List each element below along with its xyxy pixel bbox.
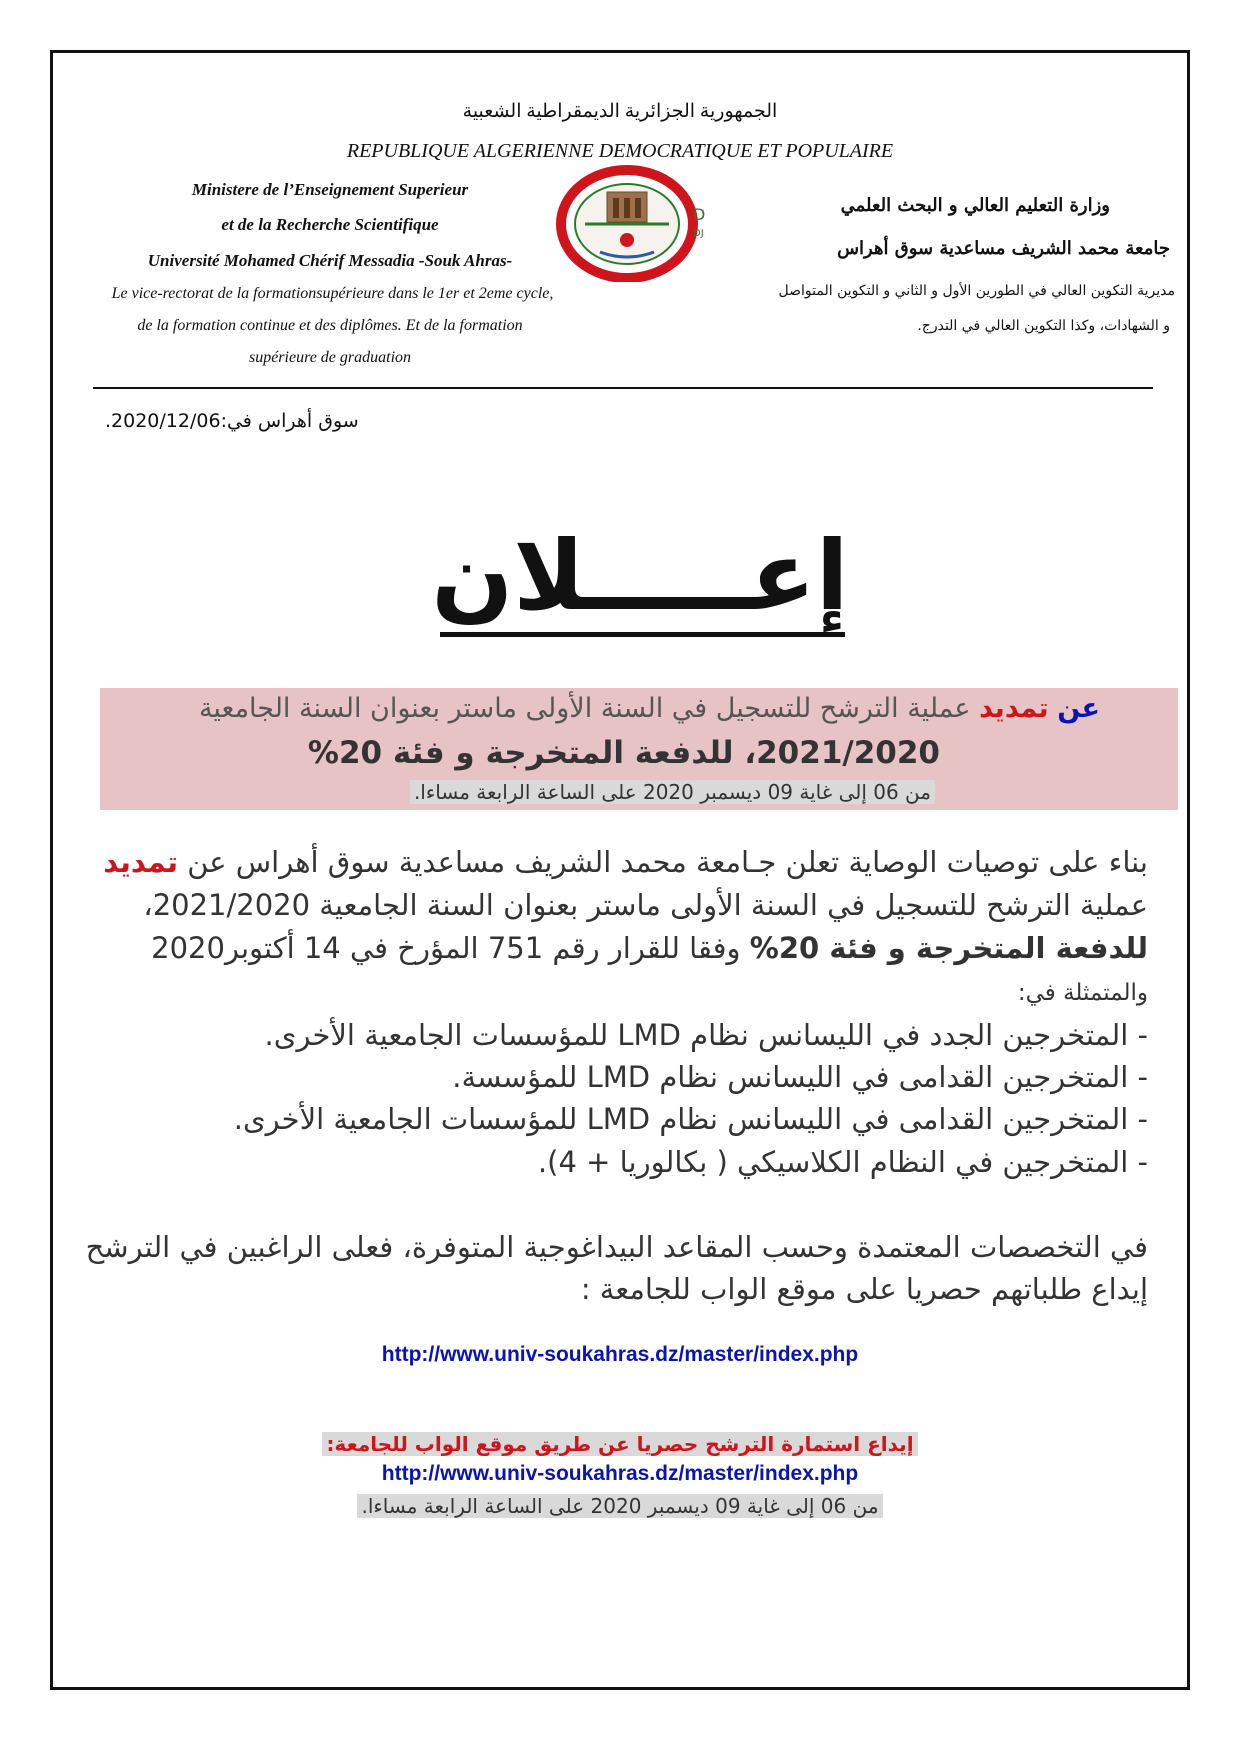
- banner-line-1-text: عملية الترشح للتسجيل في السنة الأولى ماستر بعنوان السنة الجامعية: [198, 693, 971, 724]
- fr-university: Université Mohamed Chérif Messadia -Souk Ahras-: [147, 251, 513, 270]
- svg-text:DJ: DJ: [693, 228, 704, 239]
- header-fr-republic: REPUBLIQUE ALGERIENNE DEMOCRATIQUE ET POPULAIRE: [346, 140, 894, 162]
- svg-text:D: D: [693, 205, 706, 224]
- university-logo-icon: [555, 162, 715, 282]
- list-item: - المتخرجين القدامى في الليسانس نظام LMD للمؤسسة.: [452, 1060, 1148, 1094]
- body-line-3: [151, 931, 1148, 965]
- banner-extension: تمديد: [979, 693, 1049, 724]
- ar-university: جامعة محمد الشريف مساعدية سوق أهراس: [837, 238, 1170, 259]
- date-line: سوق أهراس في:2020/12/06.: [105, 410, 359, 432]
- period-line-2: [0, 1494, 1240, 1518]
- body-line-3-rest: وفقا للقرار رقم 751 المؤرخ في 14 أكتوبر2020: [151, 931, 741, 965]
- registration-link-1[interactable]: http://www.univ-soukahras.dz/master/index.php: [381, 1343, 859, 1366]
- ar-ministry: وزارة التعليم العالي و البحث العلمي: [840, 195, 1110, 216]
- registration-link-2[interactable]: http://www.univ-soukahras.dz/master/index.php: [381, 1462, 859, 1485]
- deposit-label-text: إيداع استمارة الترشح حصريا عن طريق موقع الواب للجامعة:: [322, 1432, 917, 1456]
- banner-line-2: 2021/2020، للدفعة المتخرجة و فئة 20%: [307, 735, 940, 771]
- list-item: - المتخرجين القدامى في الليسانس نظام LMD للمؤسسات الجامعية الأخرى.: [233, 1102, 1148, 1136]
- body-line-2: عملية الترشح للتسجيل في السنة الأولى ماستر بعنوان السنة الجامعية 2021/2020،: [143, 888, 1148, 922]
- body-line-1-text: بناء على توصيات الوصاية تعلن جـامعة محمد الشريف مساعدية سوق أهراس عن: [187, 845, 1148, 879]
- fr-vice-rectorat-1: Le vice-rectorat de la formationsupérieure dans le 1er et 2eme cycle,: [111, 285, 554, 302]
- banner-period: من 06 إلى غاية 09 ديسمبر 2020 على الساعة الرابعة مساءا.: [410, 780, 935, 804]
- body-line-4: والمتمثلة في:: [1017, 980, 1148, 1006]
- ar-directorate-2: و الشهادات، وكذا التكوين العالي في التدرج.: [917, 318, 1170, 334]
- title-underline: [440, 632, 845, 637]
- list-item: - المتخرجين في النظام الكلاسيكي ( بكالوريا + 4).: [537, 1145, 1148, 1179]
- body-extension: تمديد: [103, 845, 178, 879]
- fr-vice-rectorat-3: supérieure de graduation: [248, 349, 412, 366]
- body-line-3-bold: للدفعة المتخرجة و فئة 20%: [749, 931, 1148, 965]
- announcement-title: إعـــــلان: [431, 520, 849, 632]
- period-line-2-text: من 06 إلى غاية 09 ديسمبر 2020 على الساعة الرابعة مساءا.: [357, 1494, 882, 1518]
- body-line-1: [103, 845, 1148, 879]
- header-ar-republic: الجمهورية الجزائرية الديمقراطية الشعبية: [462, 101, 778, 122]
- body-p2-line-2: إيداع طلباتهم حصريا على موقع الواب للجامعة :: [580, 1272, 1148, 1306]
- deposit-label: [0, 1432, 1240, 1456]
- header-divider: [93, 387, 1153, 389]
- fr-ministry-1: Ministere de l’Enseignement Superieur: [191, 180, 469, 199]
- ar-directorate-1: مديرية التكوين العالي في الطورين الأول و الثاني و التكوين المتواصل: [778, 283, 1175, 299]
- fr-vice-rectorat-2: de la formation continue et des diplômes. Et de la formation: [137, 317, 523, 334]
- fr-ministry-2: et de la Recherche Scientifique: [221, 215, 439, 234]
- body-p2-line-1: في التخصصات المعتمدة وحسب المقاعد البيداغوجية المتوفرة، فعلى الراغبين في الترشح: [85, 1230, 1148, 1264]
- list-item: - المتخرجين الجدد في الليسانس نظام LMD للمؤسسات الجامعية الأخرى.: [264, 1018, 1148, 1052]
- banner-an: عن: [1057, 693, 1100, 724]
- banner-line-1: [199, 693, 1100, 724]
